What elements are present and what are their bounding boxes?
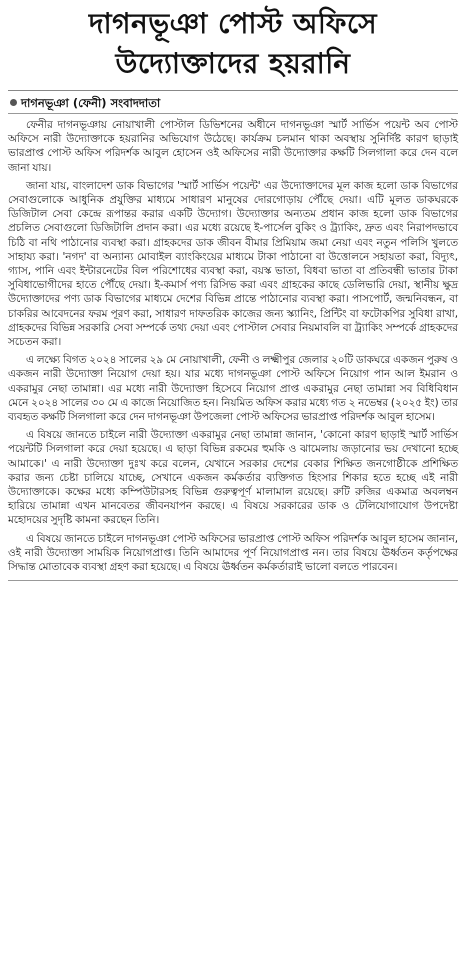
byline-text: দাগনভূঞা (ফেনী) সংবাদদাতা — [21, 96, 161, 110]
paragraph-2: জানা যায়, বাংলাদেশ ডাক বিভাগের 'স্মার্ট সার্ভিস পয়েন্ট' এর উদ্যোক্তাদের মূল কাজ হলো ডাক বিভাগের সেবাগুলোকে আধুনিক প্রযুক্তির মাধ্যমে সাধারণ মানুষের দোরগোড়ায় পৌঁছে দেয়া। এটি মূলত ডাকঘরকে ডিজিটাল সেবা কেন্দ্রে রূপান্তর করার একটি উদ্যোগ। উদ্যোক্তার অন্যতম প্রধান কাজ হলো ডাক বিভাগের প্রচলিত সেবাগুলো ডিজিটালি প্রদান করা। এর মধ্যে রয়েছে ই-পার্সেল বুকিং ও ট্র্যাকিং, দ্রুত এবং নিরাপদভাবে চিঠি বা নথি পাঠানোর ব্যবস্থা করা। গ্রাহকদের ডাক জীবন বীমার প্রিমিয়াম জমা নেয়া এবং নতুন পলিসি খুলতে সাহায্য করা। 'নগদ' বা অন্যান্য মোবাইল ব্যাংকিংয়ের মাধ্যমে টাকা পাঠানো বা উত্তোলনে সহায়তা করা, বিদ্যুৎ, গ্যাস, পানি এবং ইন্টারনেটের বিল পরিশোধের ব্যবস্থা করা, বয়স্ক ভাতা, বিধবা ভাতা বা প্রতিবন্ধী ভাতার টাকা সুবিধাভোগীদের হাতে পৌঁছে দেয়া। ই-কমার্স পণ্য রিসিভ করা এবং গ্রাহকের কাছে ডেলিভারি দেয়া, স্থানীয় ক্ষুদ্র উদ্যোক্তাদের পণ্য ডাক বিভাগের মাধ্যমে দেশের বিভিন্ন প্রান্তে পাঠানোর ব্যবস্থা করা। পাসপোর্ট, জন্মনিবন্ধন, বা চাকরির আবেদনের ফরম পূরণ করা, সাধারণ দাফতরিক কাজের জন্য স্ক্যানিং, প্রিন্টিং বা ফটোকপির সুবিধা রাখা, গ্রাহকদের বিভিন্ন সরকারি সেবা সম্পর্কে তথ্য দেয়া এবং পোস্টাল সেবার নিয়মাবলি বা ট্র্যাকিং সম্পর্কে গ্রাহকদের সচেতন করা। — [8, 179, 458, 349]
headline-line-1: দাগনভূঞা পোস্ট অফিসে — [88, 7, 378, 40]
byline — [10, 95, 458, 111]
bullet-icon — [10, 99, 17, 106]
paragraph-1: ফেনীর দাগনভূঞায় নোয়াখালী পোস্টাল ডিভিশনের অধীনে দাগনভূঞা স্মার্ট সার্ভিস পয়েন্ট অব পোস্ট অফিসে নারী উদ্যোক্তাকে হয়রানির অভিযোগ উঠেছে। কার্যক্রম চলমান থাকা অবস্থায় সুনির্দিষ্ট কারণ ছাড়াই ভারপ্রাপ্ত পোস্ট অফিস পরিদর্শক আবুল হোসেন ওই অফিসের নারী উদ্যোক্তার কক্ষটি সিলগালা করে দেন বলে জানা যায়। — [8, 119, 458, 174]
article-body — [8, 118, 458, 574]
paragraph-3: এ লক্ষ্যে বিগত ২০২৪ সালের ২৯ মে নোয়াখালী, ফেনী ও লক্ষ্মীপুর জেলার ২০টি ডাকঘরে একজন পুরুষ ও একজন নারী উদ্যোক্তা নিয়োগ দেয়া হয়। যার মধ্যে দাগনভূঞা পোস্ট অফিসে নিয়োগ পান আল ইমরান ও একরামুর নেছা তামান্না। এর মধ্যে নারী উদ্যোক্তা হিসেবে নিয়োগ প্রাপ্ত একরামুর নেছা তামান্না সব বিধিবিধান মেনে ২০২৪ সালের ৩০ মে এ কাজে নিয়োজিত হন। নিয়মিত অফিস করার মধ্যে গত ২ নভেম্বর (২০২৫ ইং) তার ব্যবহৃত কক্ষটি সিলগালা করে দেন দাগনভূঞা উপজেলা পোস্ট অফিসের ভারপ্রাপ্ত পরিদর্শক আবুল হাসেম। — [8, 354, 459, 424]
headline-divider — [8, 90, 458, 91]
headline — [8, 4, 458, 84]
paragraph-4: এ বিষয়ে জানতে চাইলে নারী উদ্যোক্তা একরামুর নেছা তামান্না জানান, 'কোনো কারণ ছাড়াই স্মার্ট সার্ভিস পয়েন্টটি সিলগালা করে দেয়া হয়েছে। এ ছাড়া বিভিন্ন রকমের হুমকি ও ঝামেলায় জড়ানোর ভয় দেখানো হচ্ছে আমাকে।' এ নারী উদ্যোক্তা দুঃখ করে বলেন, যেখানে সরকার দেশের বেকার শিক্ষিত জনগোষ্ঠীকে প্রশিক্ষিত করার জন্য চেষ্টা চালিয়ে যাচ্ছে, সেখানে একজন কর্মকর্তার ব্যক্তিগত হিংসার শিকার হতে হচ্ছে এই নারী উদ্যোক্তাকে। কক্ষের মধ্যে কম্পিউটারসহ বিভিন্ন গুরুত্বপূর্ণ মালামাল রয়েছে। রুটি রুজির একমাত্র অবলম্বন হারিয়ে তামান্না এখন মানবেতর জীবনযাপন করছে। এ বিষয়ে সরকারের ডাক ও টেলিযোগাযোগ উপদেষ্টা মহোদয়ের সুদৃষ্টি কামনা করছেন তিনি। — [8, 429, 458, 527]
bottom-divider — [8, 580, 458, 581]
byline-divider — [8, 113, 458, 114]
paragraph-5: এ বিষয়ে জানতে চাইলে দাগনভূঞা পোস্ট অফিসের ভারপ্রাপ্ত পোস্ট অফিস পরিদর্শক আবুল হাসেম জানান, ওই নারী উদ্যোক্তা সাময়িক নিয়োগপ্রাপ্ত। তিনি আমাদের পূর্ণ নিয়োগপ্রাপ্ত নন। তার বিষয়ে ঊর্ধ্বতন কর্তৃপক্ষের সিদ্ধান্ত মোতাবেক ব্যবস্থা গ্রহণ করা হয়েছে। এ বিষয়ে ঊর্ধ্বতন কর্মকর্তারাই ভালো বলতে পারবেন। — [8, 532, 458, 574]
headline-line-2: উদ্যোক্তাদের হয়রানি — [115, 47, 351, 80]
